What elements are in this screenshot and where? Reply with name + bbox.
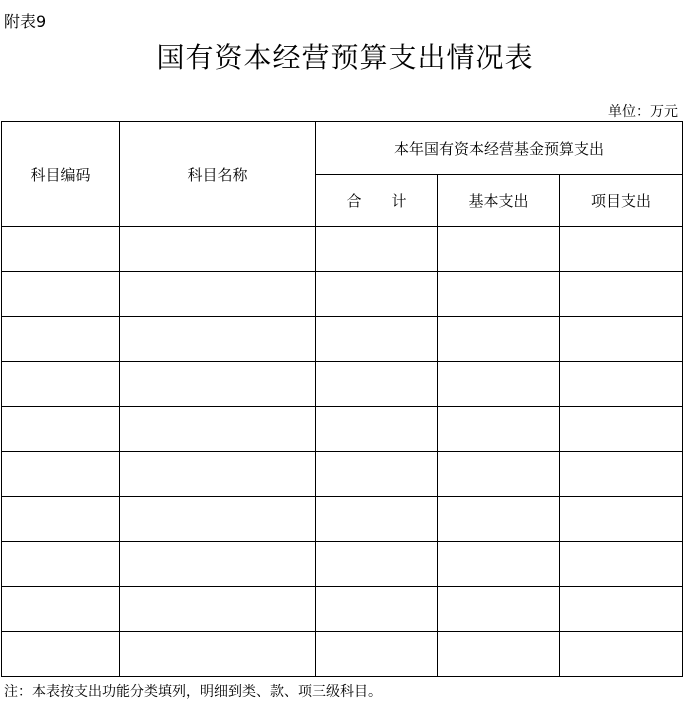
cell-subject-name [120, 317, 316, 362]
header-project-expenditure: 项目支出 [560, 175, 683, 227]
cell-subject-code [2, 317, 120, 362]
cell-project [560, 452, 683, 497]
budget-table [1, 121, 683, 677]
table-row [2, 407, 683, 452]
cell-project [560, 407, 683, 452]
cell-project [560, 227, 683, 272]
cell-total [316, 407, 438, 452]
cell-total [316, 542, 438, 587]
cell-subject-name [120, 407, 316, 452]
cell-subject-name [120, 227, 316, 272]
cell-total [316, 497, 438, 542]
cell-basic [438, 407, 560, 452]
cell-project [560, 542, 683, 587]
cell-total [316, 632, 438, 677]
cell-basic [438, 632, 560, 677]
cell-subject-name [120, 587, 316, 632]
cell-basic [438, 587, 560, 632]
cell-project [560, 362, 683, 407]
cell-project [560, 317, 683, 362]
attachment-label: 附表9 [4, 12, 47, 31]
cell-total [316, 227, 438, 272]
cell-subject-code [2, 272, 120, 317]
header-basic-expenditure: 基本支出 [438, 175, 560, 227]
cell-basic [438, 362, 560, 407]
cell-basic [438, 317, 560, 362]
table-row [2, 362, 683, 407]
table-row [2, 587, 683, 632]
cell-basic [438, 497, 560, 542]
cell-subject-code [2, 497, 120, 542]
cell-subject-name [120, 632, 316, 677]
header-subject-name: 科目名称 [120, 122, 316, 227]
cell-subject-name [120, 452, 316, 497]
cell-total [316, 587, 438, 632]
cell-subject-code [2, 452, 120, 497]
table-row [2, 227, 683, 272]
cell-subject-code [2, 227, 120, 272]
cell-basic [438, 272, 560, 317]
cell-total [316, 362, 438, 407]
cell-subject-name [120, 497, 316, 542]
cell-subject-code [2, 632, 120, 677]
table-row [2, 272, 683, 317]
table-row [2, 452, 683, 497]
cell-subject-name [120, 362, 316, 407]
cell-subject-code [2, 362, 120, 407]
header-total: 合 计 [316, 175, 438, 227]
cell-total [316, 452, 438, 497]
cell-basic [438, 542, 560, 587]
cell-total [316, 317, 438, 362]
cell-project [560, 587, 683, 632]
unit-label: 单位：万元 [608, 104, 678, 120]
table-row [2, 497, 683, 542]
cell-subject-name [120, 272, 316, 317]
cell-total [316, 272, 438, 317]
header-subject-code: 科目编码 [2, 122, 120, 227]
table-row [2, 542, 683, 587]
table-row [2, 632, 683, 677]
cell-basic [438, 452, 560, 497]
table-body [2, 227, 683, 677]
cell-subject-code [2, 407, 120, 452]
cell-subject-code [2, 542, 120, 587]
cell-subject-name [120, 542, 316, 587]
cell-project [560, 497, 683, 542]
cell-basic [438, 227, 560, 272]
cell-project [560, 272, 683, 317]
cell-subject-code [2, 587, 120, 632]
table-row [2, 317, 683, 362]
cell-project [560, 632, 683, 677]
page-title: 国有资本经营预算支出情况表 [156, 41, 534, 74]
header-expenditure-group: 本年国有资本经营基金预算支出 [316, 122, 683, 175]
footnote: 注：本表按支出功能分类填列，明细到类、款、项三级科目。 [4, 684, 382, 700]
